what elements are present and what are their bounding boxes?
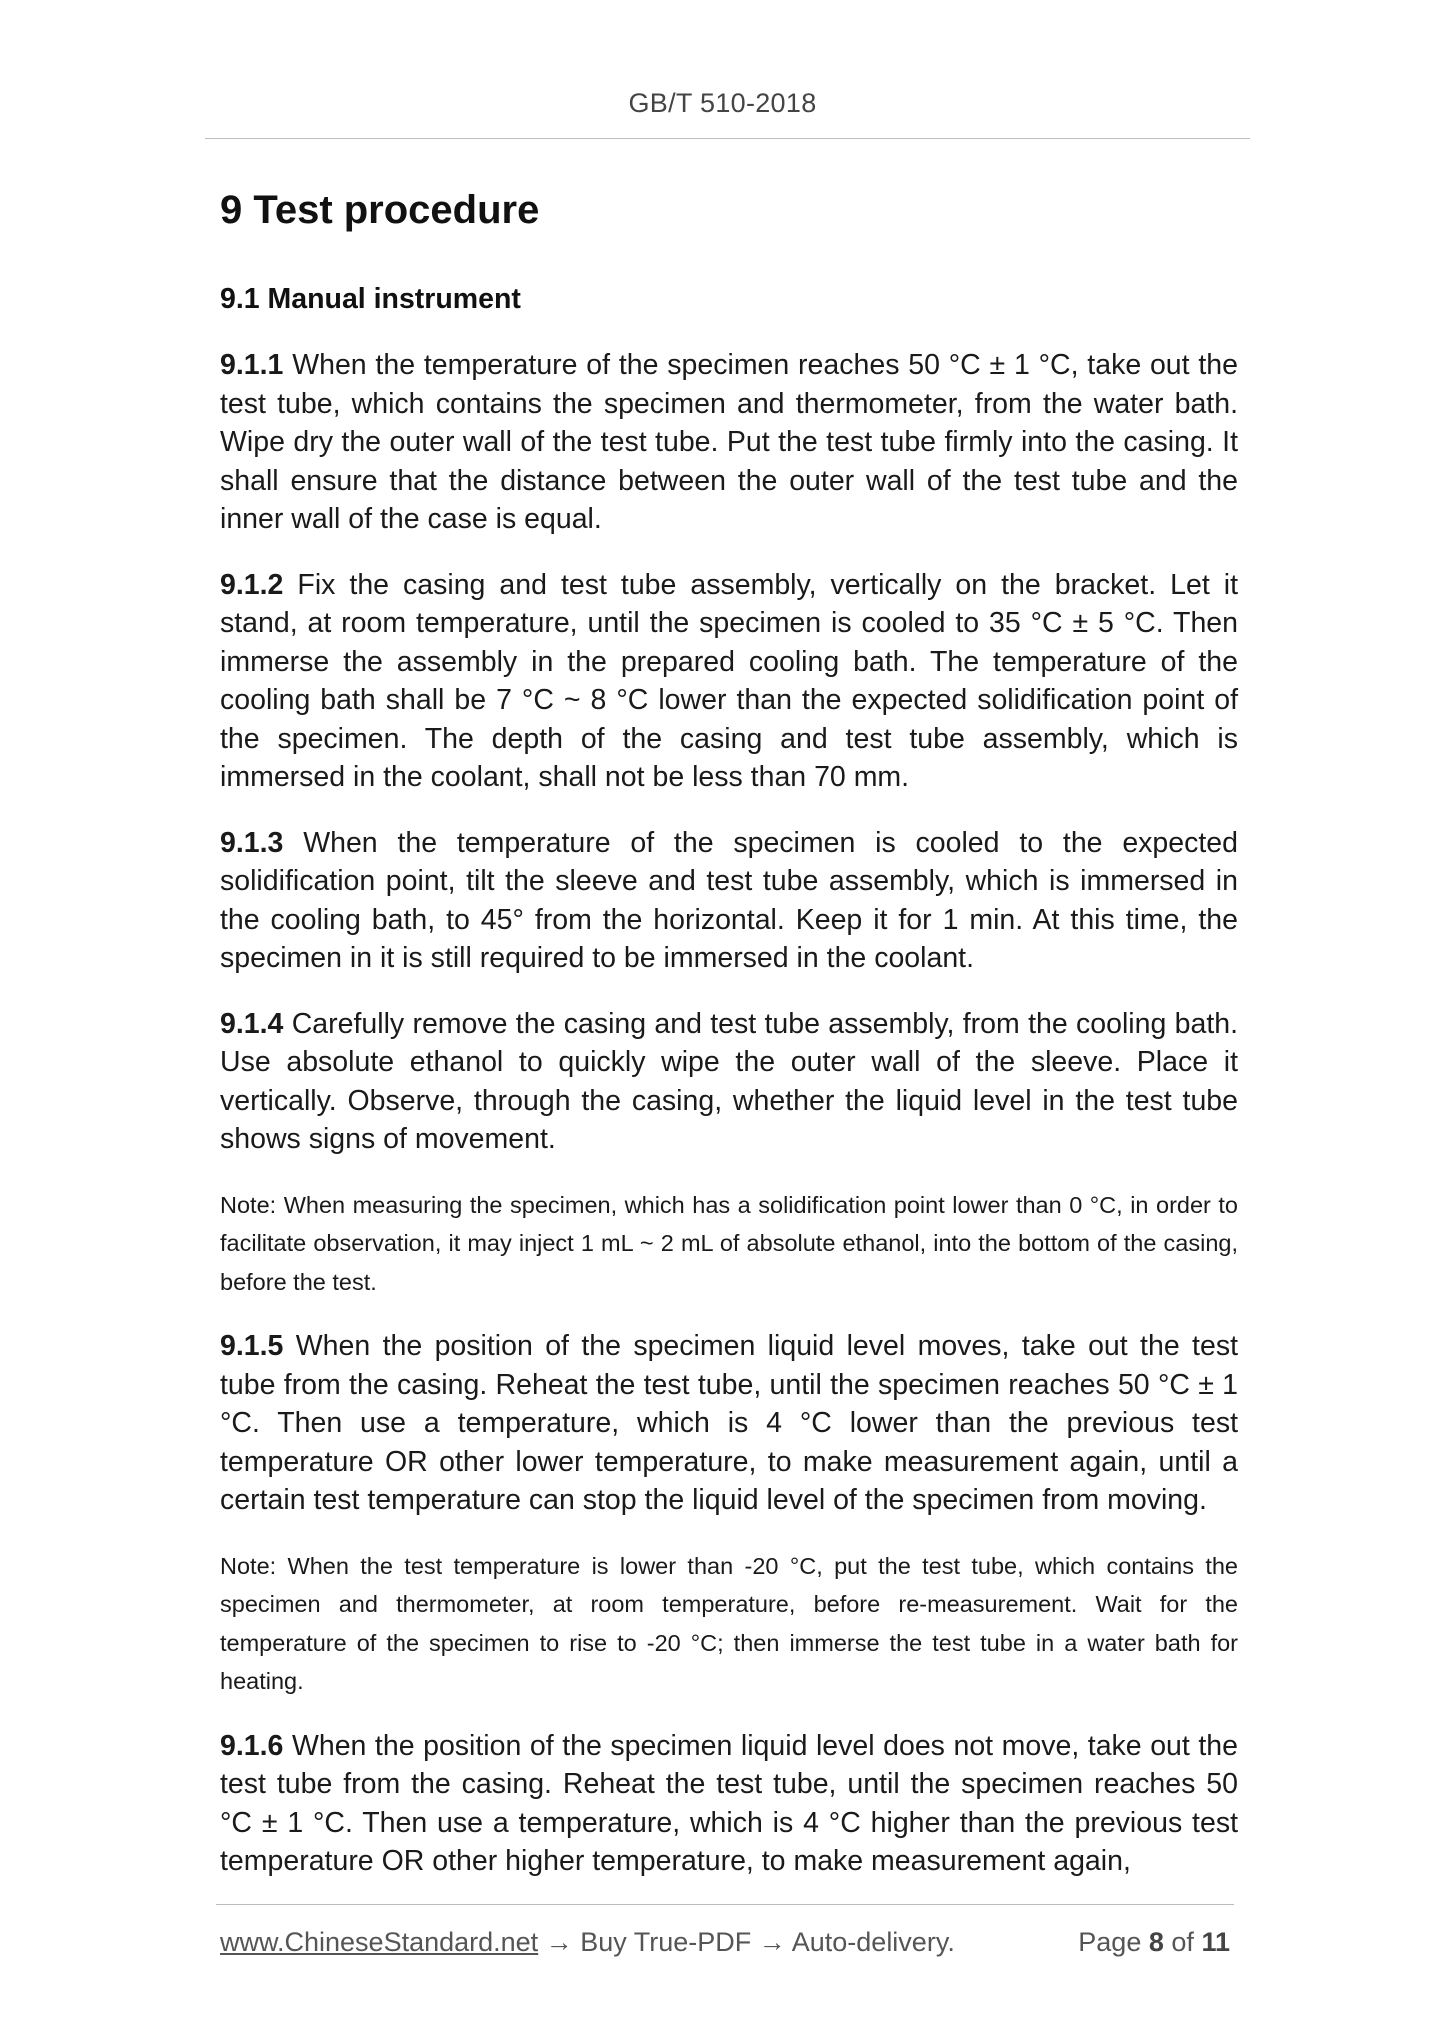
page-label: Page (1078, 1927, 1142, 1957)
of-label: of (1171, 1927, 1194, 1957)
clause-number: 9.1.1 (220, 349, 284, 381)
clause-9-1-1 (220, 346, 1238, 539)
clause-text: Fix the casing and test tube assembly, vertically on the bracket. Let it stand, at room temperature, until the specimen is cooled to 35 °C ± 5 °C. Then immerse the assembly in the prepared cooling bath. The temperature of the cooling bath shall be 7 °C ~ 8 °C lower than the expected solidification point of the specimen. The depth of the casing and test tube assembly, which is immersed in the coolant, shall not be less than 70 mm. (220, 568, 1238, 793)
page-number: 8 (1148, 1927, 1164, 1957)
clause-text: When the position of the specimen liquid level moves, take out the test tube from the casing. Reheat the test tube, until the specimen reaches 50 °C ± 1 °C. Then use a temperature, which is 4 °C lower than the previous test temperature OR other lower temperature, to make measurement again, until a certain test temperature can stop the liquid level of the specimen from moving. (220, 1330, 1238, 1516)
clause-9-1-6 (220, 1727, 1238, 1881)
page-total: 11 (1201, 1927, 1230, 1957)
page-indicator (1078, 1924, 1230, 1960)
clause-number: 9.1.6 (220, 1729, 284, 1762)
clause-number: 9.1.2 (220, 568, 284, 601)
clause-9-1-4 (220, 1005, 1238, 1159)
clause-text: Carefully remove the casing and test tube assembly, from the cooling bath. Use absolute ethanol to quickly wipe the outer wall of the sleeve. Place it vertically. Observe, through the casing, whether the liquid level in the test tube shows signs of movement. (220, 1007, 1239, 1155)
subsection-title: 9.1 Manual instrument (220, 283, 521, 315)
clause-number: 9.1.5 (220, 1330, 284, 1362)
note-solidification: Note: When measuring the specimen, which has a solidification point lower than 0 °C, in order to facilitate observation, it may inject 1 mL ~ 2 mL of absolute ethanol, into the bottom of the casing, before the test. (220, 1191, 1238, 1295)
clause-number: 9.1.4 (220, 1007, 284, 1040)
clause-9-1-2 (220, 566, 1238, 797)
page-body (220, 182, 1238, 1908)
document-header: GB/T 510-2018 (628, 88, 817, 118)
footer-promo: → Buy True-PDF → Auto-delivery. (538, 1927, 955, 1957)
clause-9-1-3 (220, 824, 1238, 978)
site-link[interactable]: www.ChineseStandard.net (220, 1927, 539, 1957)
note-low-temperature: Note: When the test temperature is lower than -20 °C, put the test tube, which contains the specimen and thermometer, at room temperature, before re-measurement. Wait for the temperature of the specimen to rise to -20 °C; then immerse the test tube in a water bath for heating. (220, 1552, 1238, 1694)
header-divider (205, 138, 1250, 139)
clause-9-1-5 (220, 1327, 1238, 1520)
page-footer (220, 1924, 1230, 1960)
clause-text: When the position of the specimen liquid level does not move, take out the test tube from the casing. Reheat the test tube, until the specimen reaches 50 °C ± 1 °C. Then use a temperature, which is 4 °C higher than the previous test temperature OR other higher temperature, to make measurement again, (220, 1729, 1238, 1877)
section-title: 9 Test procedure (220, 188, 540, 232)
clause-text: When the temperature of the specimen reaches 50 °C ± 1 °C, take out the test tube, which contains the specimen and thermometer, from the water bath. Wipe dry the outer wall of the test tube. Put the test tube firmly into the casing. It shall ensure that the distance between the outer wall of the test tube and the inner wall of the case is equal. (220, 349, 1238, 535)
footer-divider (216, 1904, 1234, 1905)
clause-text: When the temperature of the specimen is cooled to the expected solidification point, tilt the sleeve and test tube assembly, which is immersed in the cooling bath, to 45° from the horizontal. Keep it for 1 min. At this time, the specimen in it is still required to be immersed in the coolant. (220, 826, 1238, 974)
clause-number: 9.1.3 (220, 826, 284, 859)
